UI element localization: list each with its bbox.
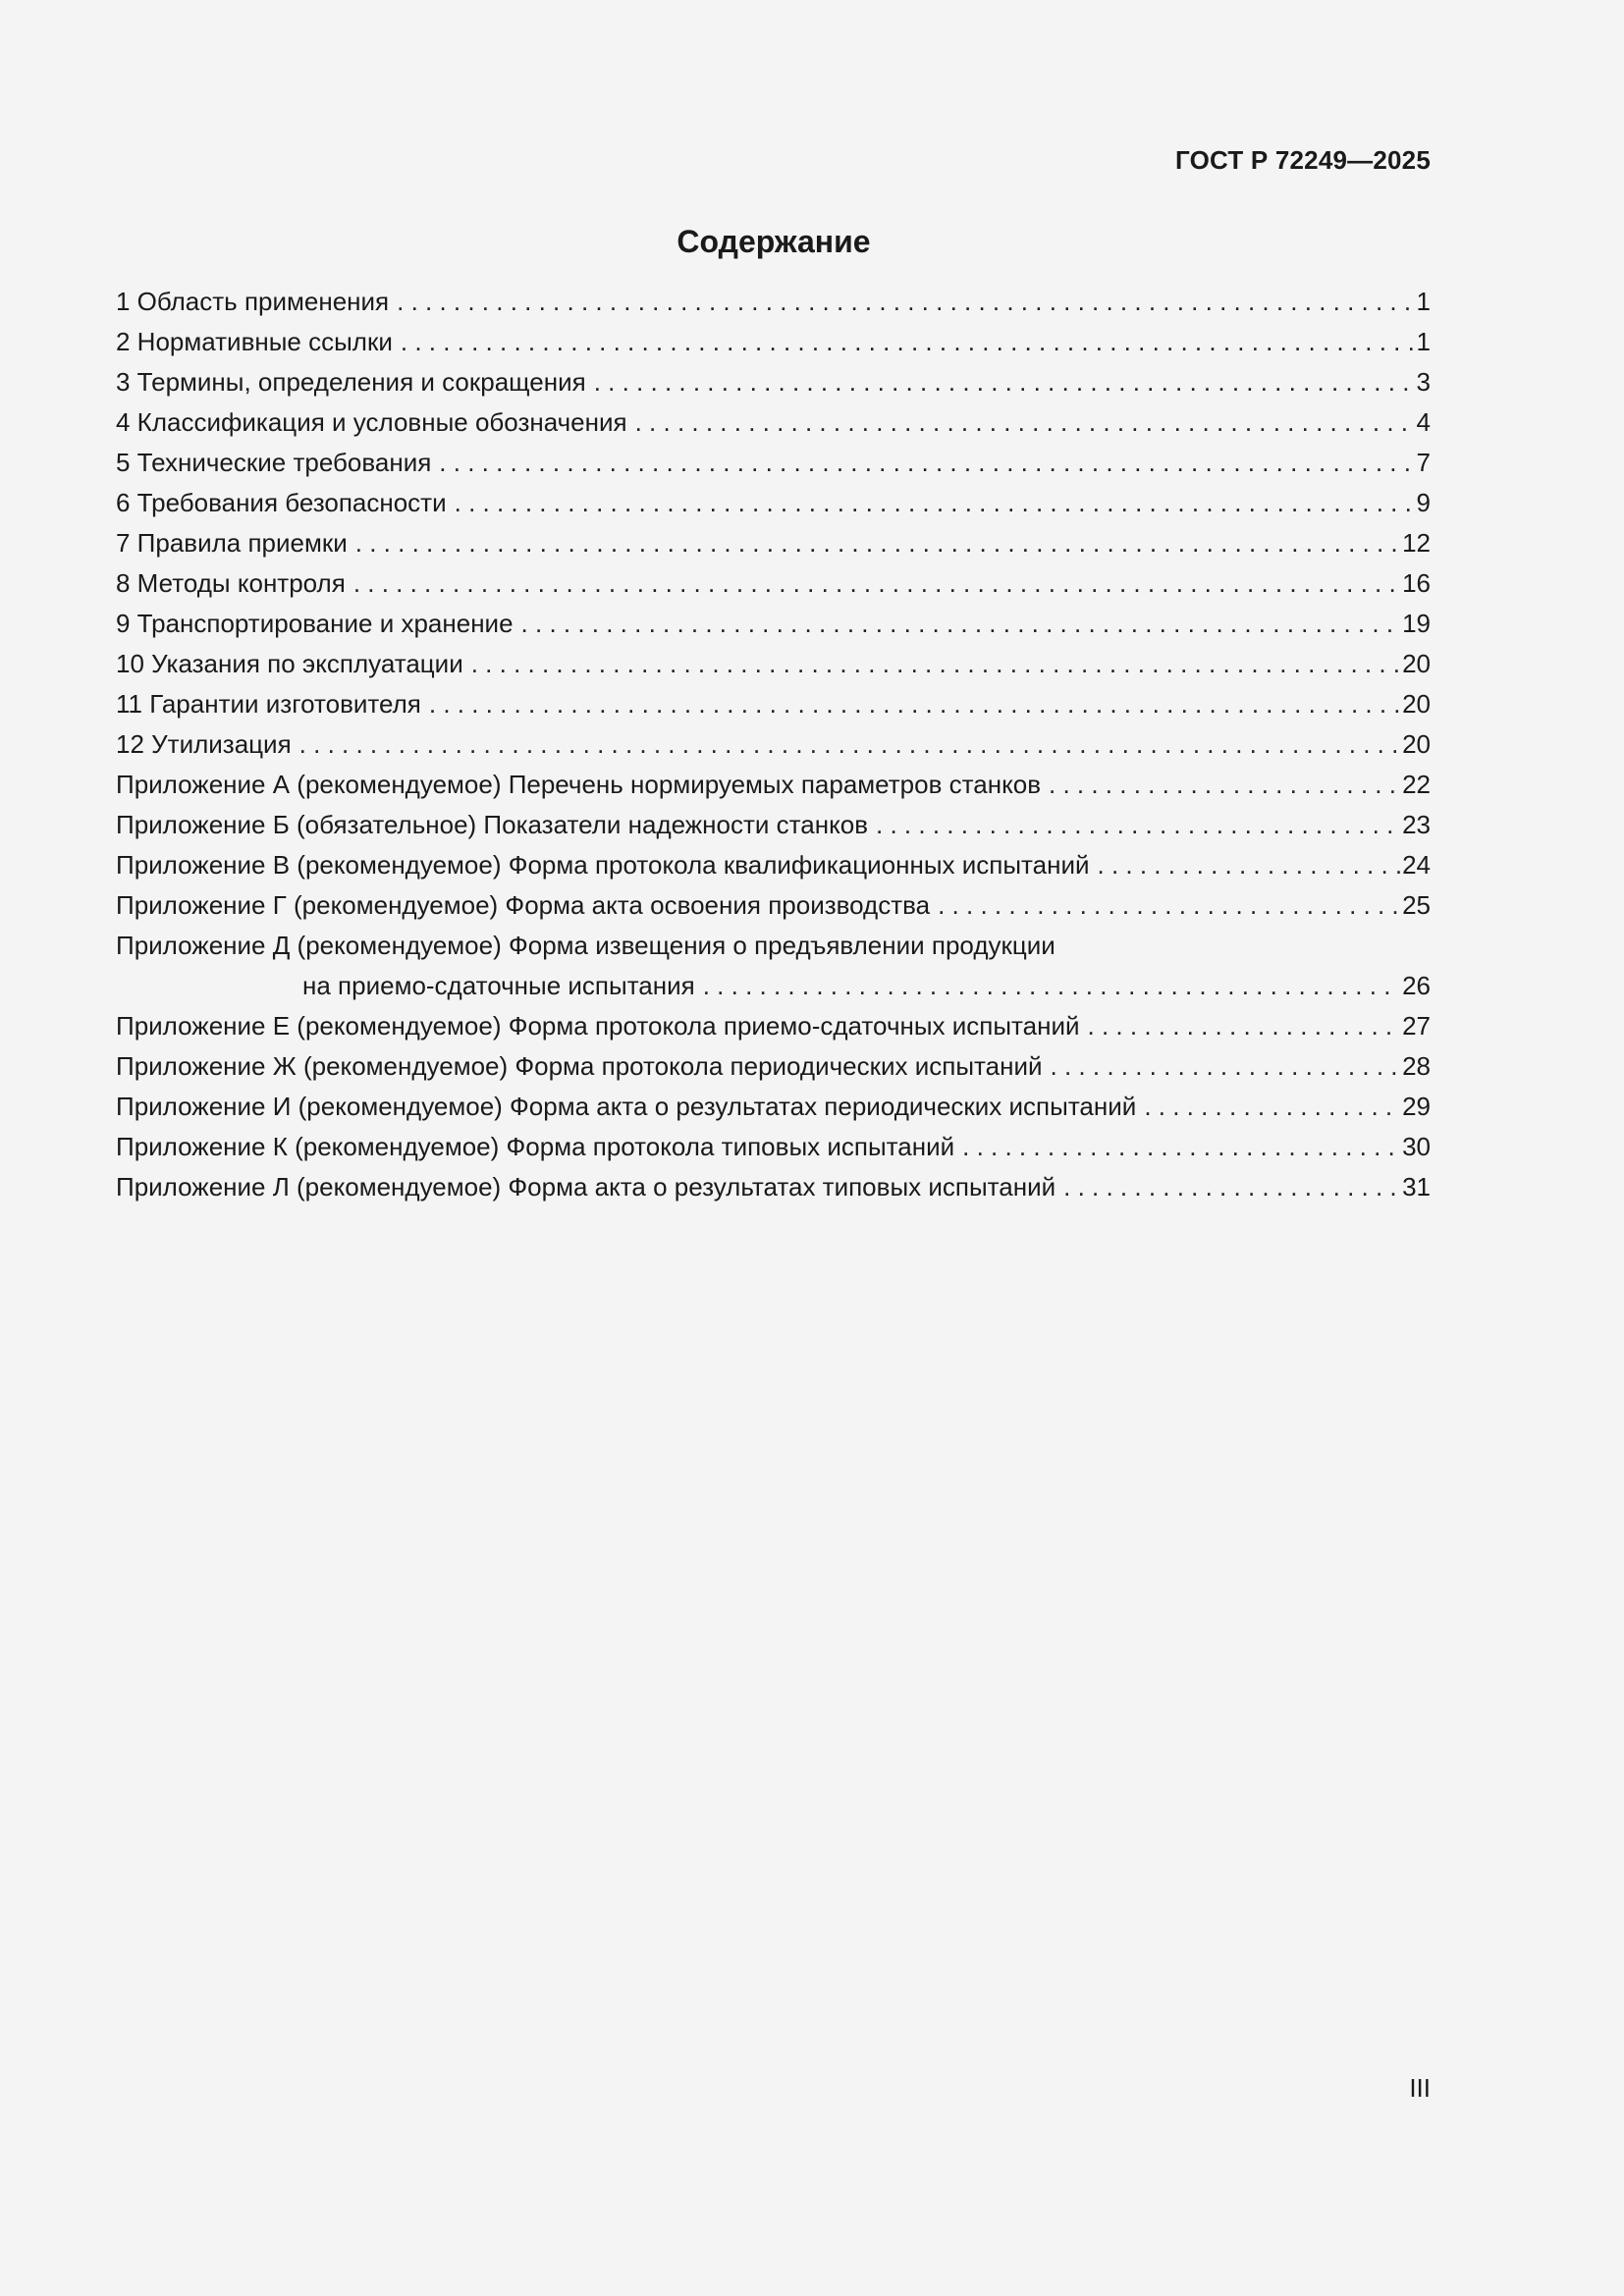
toc-item-page: 19 — [1402, 609, 1431, 638]
dot-leader — [962, 1127, 1400, 1167]
toc-item-6[interactable] — [116, 483, 1431, 523]
toc-item-page: 23 — [1402, 810, 1431, 839]
dot-leader — [299, 724, 1400, 765]
toc-item-page: 26 — [1402, 971, 1431, 1000]
toc-item-appendix-i[interactable] — [116, 1087, 1431, 1127]
toc-item-label: Приложение А (рекомендуемое) Перечень нормируемых параметров станков — [116, 770, 1042, 799]
dot-leader — [439, 443, 1414, 483]
toc-item-appendix-v[interactable] — [116, 845, 1431, 885]
dot-leader — [429, 684, 1400, 724]
toc-item-appendix-k[interactable] — [116, 1127, 1431, 1167]
dot-leader — [521, 604, 1401, 644]
toc-item-label: 6 Требования безопасности — [116, 488, 447, 517]
toc-item-label: 11 Гарантии изготовителя — [116, 689, 421, 719]
dot-leader — [471, 644, 1400, 684]
toc-item-2[interactable] — [116, 322, 1431, 362]
toc-item-4[interactable] — [116, 402, 1431, 443]
toc-item-label: 5 Технические требования — [116, 448, 432, 477]
toc-item-11[interactable] — [116, 684, 1431, 724]
dot-leader — [397, 282, 1414, 322]
toc-item-page: 22 — [1402, 770, 1431, 799]
toc-item-label: Приложение К (рекомендуемое) Форма протокола типовых испытаний — [116, 1132, 955, 1161]
toc-item-appendix-e[interactable] — [116, 1006, 1431, 1046]
toc-item-label: 1 Область применения — [116, 287, 390, 316]
toc-item-page: 12 — [1402, 528, 1431, 558]
toc-item-label: 7 Правила приемки — [116, 528, 348, 558]
toc-item-label-continuation: на приемо-сдаточные испытания — [302, 971, 695, 1000]
toc-item-label: 8 Методы контроля — [116, 568, 346, 598]
toc-item-page: 25 — [1402, 890, 1431, 920]
dot-leader — [876, 805, 1400, 845]
dot-leader — [353, 563, 1400, 604]
toc-item-appendix-d[interactable] — [116, 926, 1431, 1006]
document-code: ГОСТ Р 72249—2025 — [1175, 145, 1431, 175]
toc-item-label: Приложение Е (рекомендуемое) Форма протокола приемо-сдаточных испытаний — [116, 1011, 1080, 1041]
toc-item-appendix-a[interactable] — [116, 765, 1431, 805]
dot-leader — [1049, 765, 1400, 805]
dot-leader — [703, 966, 1400, 1006]
toc-item-page: 3 — [1416, 367, 1431, 397]
toc-item-label: Приложение И (рекомендуемое) Форма акта о результатах периодических испытаний — [116, 1092, 1137, 1121]
toc-item-page: 7 — [1416, 448, 1431, 477]
toc-item-10[interactable] — [116, 644, 1431, 684]
toc-item-7[interactable] — [116, 523, 1431, 563]
dot-leader — [635, 402, 1415, 443]
toc-item-label: 10 Указания по эксплуатации — [116, 649, 463, 678]
toc-item-page: 4 — [1416, 407, 1431, 437]
toc-item-page: 1 — [1416, 287, 1431, 316]
toc-item-label: Приложение В (рекомендуемое) Форма протокола квалификационных испытаний — [116, 850, 1090, 880]
toc-item-page: 29 — [1402, 1092, 1431, 1121]
dot-leader — [1144, 1087, 1400, 1127]
toc-item-label: Приложение Д (рекомендуемое) Форма извещения о предъявлении продукции — [116, 931, 1056, 960]
toc-item-5[interactable] — [116, 443, 1431, 483]
toc-item-page: 20 — [1402, 649, 1431, 678]
dot-leader — [1063, 1167, 1400, 1207]
dot-leader — [355, 523, 1400, 563]
toc-item-9[interactable] — [116, 604, 1431, 644]
toc-item-page: 9 — [1416, 488, 1431, 517]
table-of-contents — [116, 282, 1431, 1207]
toc-item-12[interactable] — [116, 724, 1431, 765]
toc-item-label: Приложение Б (обязательное) Показатели надежности станков — [116, 810, 869, 839]
toc-item-page: 27 — [1402, 1011, 1431, 1041]
toc-item-1[interactable] — [116, 282, 1431, 322]
toc-item-label: 3 Термины, определения и сокращения — [116, 367, 586, 397]
toc-item-label: 9 Транспортирование и хранение — [116, 609, 514, 638]
toc-item-page: 31 — [1402, 1172, 1431, 1201]
dot-leader — [1088, 1006, 1401, 1046]
toc-item-page: 28 — [1402, 1051, 1431, 1081]
dot-leader — [401, 322, 1415, 362]
dot-leader — [455, 483, 1415, 523]
toc-item-3[interactable] — [116, 362, 1431, 402]
toc-item-page: 1 — [1416, 327, 1431, 356]
toc-item-page: 20 — [1402, 729, 1431, 759]
page-number: III — [1409, 2073, 1431, 2103]
toc-item-page: 20 — [1402, 689, 1431, 719]
toc-item-label: Приложение Г (рекомендуемое) Форма акта освоения производства — [116, 890, 931, 920]
toc-item-page: 24 — [1402, 850, 1431, 880]
dot-leader — [1051, 1046, 1401, 1087]
toc-item-label: 4 Классификация и условные обозначения — [116, 407, 627, 437]
toc-item-appendix-zh[interactable] — [116, 1046, 1431, 1087]
toc-item-page: 30 — [1402, 1132, 1431, 1161]
dot-leader — [1098, 845, 1401, 885]
dot-leader — [938, 885, 1400, 926]
toc-item-appendix-g[interactable] — [116, 885, 1431, 926]
toc-item-label: Приложение Ж (рекомендуемое) Форма протокола периодических испытаний — [116, 1051, 1043, 1081]
toc-item-appendix-b[interactable] — [116, 805, 1431, 845]
toc-item-label: 12 Утилизация — [116, 729, 292, 759]
toc-item-appendix-l[interactable] — [116, 1167, 1431, 1207]
dot-leader — [594, 362, 1415, 402]
toc-title: Содержание — [677, 224, 871, 259]
toc-item-page: 16 — [1402, 568, 1431, 598]
toc-item-label: Приложение Л (рекомендуемое) Форма акта о результатах типовых испытаний — [116, 1172, 1056, 1201]
toc-item-label: 2 Нормативные ссылки — [116, 327, 393, 356]
toc-item-8[interactable] — [116, 563, 1431, 604]
